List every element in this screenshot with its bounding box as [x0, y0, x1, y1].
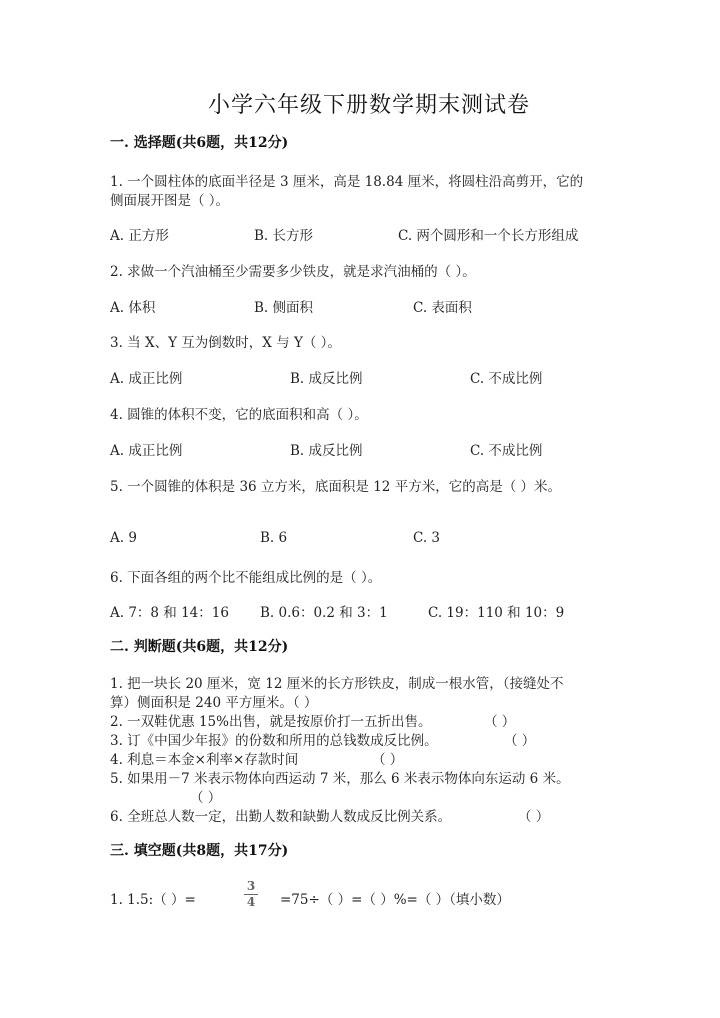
judge-2-paren: （ ） [484, 714, 516, 730]
question-2-option-c: C. 表面积 [413, 300, 472, 316]
section-judge-heading: 二. 判断题(共6题，共12分) [110, 639, 289, 655]
judge-5-paren: （ ） [190, 790, 222, 806]
question-6-option-b: B. 0.6：0.2 和 3：1 [260, 605, 388, 621]
question-5-text: 5. 一个圆锥的体积是 36 立方米，底面积是 12 平方米，它的高是（ ）米。 [110, 479, 561, 495]
question-6-text: 6. 下面各组的两个比不能组成比例的是（ ）。 [110, 570, 382, 586]
question-4-option-c: C. 不成比例 [470, 443, 543, 459]
page-title: 小学六年级下册数学期末测试卷 [208, 93, 531, 118]
question-1-option-b: B. 长方形 [254, 228, 314, 244]
question-5-option-a: A. 9 [110, 530, 137, 546]
question-1-option-c: C. 两个圆形和一个长方形组成 [398, 228, 579, 244]
judge-1-line2: 算）侧面积是 240 平方厘米。（ ） [110, 695, 318, 711]
fraction-denominator: 4 [246, 895, 256, 909]
question-4-option-b: B. 成反比例 [290, 443, 363, 459]
question-3-text: 3. 当 X、Y 互为倒数时，X 与 Y（ ）。 [110, 335, 341, 351]
question-5-option-b: B. 6 [260, 530, 288, 546]
question-2-option-b: B. 侧面积 [254, 300, 314, 316]
judge-3-paren: （ ） [504, 733, 536, 749]
question-4-text: 4. 圆锥的体积不变，它的底面积和高（ ）。 [110, 407, 368, 423]
question-3-option-b: B. 成反比例 [290, 371, 363, 387]
question-5-option-c: C. 3 [413, 530, 441, 546]
question-2-option-a: A. 体积 [110, 300, 156, 316]
fraction-numerator: 3 [246, 879, 256, 893]
question-1-line1: 1. 一个圆柱体的底面半径是 3 厘米，高是 18.84 厘米，将圆柱沿高剪开，它的 [110, 174, 584, 190]
question-1-option-a: A. 正方形 [110, 228, 169, 244]
section-choice-heading: 一. 选择题(共6题，共12分) [110, 135, 289, 151]
judge-4-text: 4. 利息＝本金×利率×存款时间 [110, 752, 299, 768]
question-6-option-c: C. 19：110 和 10：9 [428, 605, 565, 621]
judge-3-text: 3. 订《中国少年报》的份数和所用的总钱数成反比例。 [110, 733, 438, 749]
judge-4-paren: （ ） [372, 752, 404, 768]
question-6-option-a: A. 7：8 和 14：16 [110, 605, 229, 621]
judge-1-line1: 1. 把一块长 20 厘米，宽 12 厘米的长方形铁皮，制成一根水管，（接缝处不 [110, 676, 564, 692]
fill-1-end: =75÷（ ）=（ ）%=（ ）（填小数） [280, 892, 510, 908]
judge-2-text: 2. 一双鞋优惠 15%出售，就是按原价打一五折出售。 [110, 714, 432, 730]
judge-6-paren: （ ） [518, 809, 550, 825]
question-3-option-a: A. 成正比例 [110, 371, 183, 387]
fraction-three-quarters [244, 880, 258, 909]
judge-6-text: 6. 全班总人数一定，出勤人数和缺勤人数成反比例关系。 [110, 809, 452, 825]
question-4-option-a: A. 成正比例 [110, 443, 183, 459]
section-fill-heading: 三. 填空题(共8题，共17分) [110, 843, 289, 859]
question-2-text: 2. 求做一个汽油桶至少需要多少铁皮，就是求汽油桶的（ ）。 [110, 264, 476, 280]
question-1-line2: 侧面展开图是（ ）。 [110, 193, 230, 209]
judge-5-text: 5. 如果用－7 米表示物体向西运动 7 米，那么 6 米表示物体向东运动 6 米。 [110, 771, 570, 787]
question-3-option-c: C. 不成比例 [470, 371, 543, 387]
fill-1-start: 1. 1.5:（ ）= [110, 892, 196, 908]
